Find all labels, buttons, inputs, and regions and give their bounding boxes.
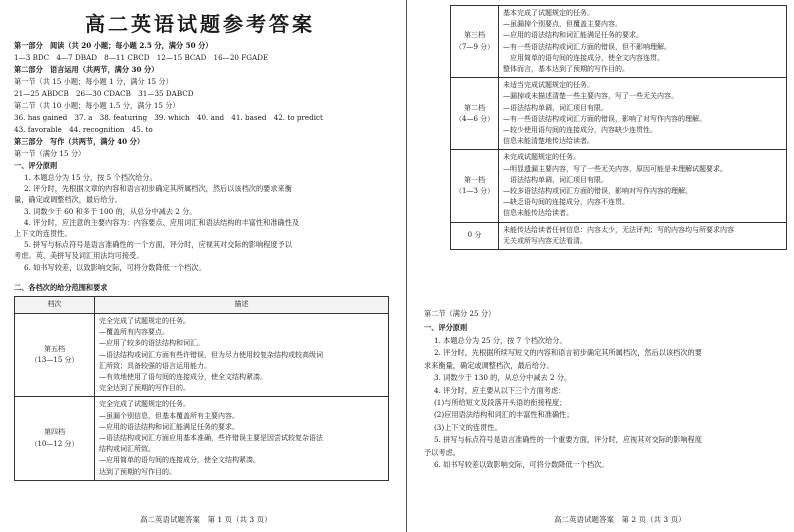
desc-line: —漏掉或未描述清楚一些主要内容，写了一些无关内容。 xyxy=(503,92,678,101)
scoring-principles xyxy=(424,335,784,471)
desc-line: 汇所致；具备较强的语言运用能力。 xyxy=(99,361,211,370)
desc-line: —虽漏个别信息，但基本覆盖所有主要内容。 xyxy=(99,411,239,420)
principle-line: 量，确定或调整档次，最后给分。 xyxy=(14,195,122,205)
table-row xyxy=(451,78,787,150)
desc-line: 完全完成了试题规定的任务。 xyxy=(99,317,190,325)
scoring-principles-heading: 一、评分原则 xyxy=(14,161,58,170)
desc-line: —有一些语法结构或词汇方面的错误，影响了对写作内容的理解。 xyxy=(503,114,706,123)
scoring-principles-heading: 一、评分原则 xyxy=(424,323,468,332)
desc-line: —应用了较多的语法结构和词汇。 xyxy=(99,339,204,348)
column-header-description: 描述 xyxy=(95,297,389,314)
grammar-answers-1: 36. has gained 37. a 38. featuring 39. which 40. and 41. based 42. to predict xyxy=(14,113,323,122)
desc-line: 整体而言，基本达到了预期的写作目的。 xyxy=(503,65,629,74)
band-name: 0 分 xyxy=(467,231,482,240)
band-description xyxy=(95,397,389,480)
band-range: （4—6 分） xyxy=(455,114,495,123)
desc-line: —应用的语法结构和词汇能满足任务的要求。 xyxy=(503,31,643,40)
desc-line: —应用简单的语句间的连接成分，使全文结构紧凑。 xyxy=(99,456,260,465)
grammar-answers-2: 43. favorable 44. recognition 45. to xyxy=(14,125,153,134)
scoring-principles xyxy=(14,172,386,273)
band-level xyxy=(451,222,499,249)
band-name: 第三档 xyxy=(464,31,485,40)
principle-line: (2)应用语法结构和词汇的丰富性和准确性； xyxy=(434,410,574,420)
answer-page-2 xyxy=(404,0,794,532)
band-level xyxy=(451,78,499,150)
band-name: 第一档 xyxy=(464,175,485,184)
section2-heading: 第二节（共 10 小题；每小题 1.5 分，满分 15 分） xyxy=(14,101,180,110)
principle-line: 6. 如书写较差以致影响交际，可将分数降低一个档次。 xyxy=(434,460,609,470)
table-row xyxy=(451,222,787,249)
desc-line: —应用的语法结构和词汇能满足任务的要求。 xyxy=(99,422,239,431)
principle-line: 3. 词数少于 130 的，从总分中减去 2 分。 xyxy=(434,373,572,383)
desc-line: —虽漏掉个别要点，但覆盖主要内容。 xyxy=(503,20,622,29)
band-level xyxy=(451,150,499,222)
part1-heading: 第一部分 阅读（共 20 小题；每小题 2.5 分，满分 50 分） xyxy=(14,41,213,50)
principle-line: 考虑。英、美拼写及词汇用法均可接受。 xyxy=(14,251,144,261)
principle-line: (1)与所给短文及段落开头语的衔接程度； xyxy=(434,398,567,408)
part3-heading: 第三部分 写作（共两节，满分 40 分） xyxy=(14,137,145,146)
principle-line: 1. 本题总分为 25 分，按 7 个档次给分。 xyxy=(434,336,567,345)
table-row xyxy=(15,314,389,397)
desc-line: 达到了预期的写作目的。 xyxy=(99,467,176,476)
band-name: 第四档 xyxy=(44,428,65,437)
principle-line: 4. 评分时，应注意的主要内容为：内容要点、应用词汇和语法结构的丰富性和准确性及 xyxy=(24,217,300,227)
band-name: 第二档 xyxy=(464,103,485,112)
band-description xyxy=(499,6,787,78)
principle-line: 2. 评分时，先根据文章的内容和语言初步确定其所属档次，然后以该档次的要求来衡 xyxy=(24,184,292,194)
principle-line: 上下文的连贯性。 xyxy=(14,229,72,239)
column-header-level: 档次 xyxy=(15,297,95,314)
desc-line: —有一些语法结构或词汇方面的错误，但不影响理解。 xyxy=(503,42,671,51)
band-description xyxy=(95,314,389,397)
desc-line: —覆盖所有内容要点。 xyxy=(99,328,169,337)
desc-line: —语法结构或词汇方面有些许错误，但为尽力使用较复杂结构或较高级词 xyxy=(99,350,323,359)
band-range: （13—15 分） xyxy=(30,356,79,365)
desc-line: 完全完成了试题规定的任务。 xyxy=(99,400,190,409)
desc-line: —缺乏语句间的连接成分，内容不连贯。 xyxy=(503,198,629,207)
page-footer: 高二英语试题答案 第 2 页（共 3 页） xyxy=(554,515,686,524)
desc-line: 结构或词汇所致。 xyxy=(99,445,155,454)
principle-line: 5. 拼写与标点符号是语言准确性的一个重要方面，评分时，应视其对交际的影响程度 xyxy=(434,435,702,445)
desc-line: —明显遗漏主要内容，写了一些无关内容，原因可能是未理解试题要求。 xyxy=(503,164,727,173)
principle-line: (3)上下文的连贯性。 xyxy=(434,422,502,432)
desc-line: —语法结构单调、词汇项目有限。 xyxy=(503,103,608,112)
rubric-table-1 xyxy=(14,296,389,481)
band-description xyxy=(499,78,787,150)
principle-line: 2. 评分时，先根据所续写短文的内容和语言初步确定其所属档次，然后以该档次的要 xyxy=(434,348,702,358)
desc-line: —语法结构或词汇方面应用基本准确，些许错误主要是因尝试较复杂语法 xyxy=(99,434,323,443)
principle-line: 予以考虑。 xyxy=(424,447,460,457)
writing-section2-heading: 第二节（满分 25 分） xyxy=(424,309,496,318)
writing-section1-heading: 第一节（满分 15 分） xyxy=(14,149,86,158)
principle-line: 求来衡量，确定或调整档次，最后给分。 xyxy=(424,360,554,370)
desc-line: 未能传达给读者任何信息：内容太少，无法评判；写的内容均与所要求内容 xyxy=(503,225,734,234)
desc-line: —较多语法结构或词汇方面的错误，影响对写作内容的理解。 xyxy=(503,187,692,196)
desc-line: 无关或所写内容无法看清。 xyxy=(503,236,587,245)
desc-line: 应用简单的语句间的连接成分，使全文内容连贯。 xyxy=(503,53,664,62)
band-range: （7—9 分） xyxy=(455,42,495,51)
principle-line: 1. 本题总分为 15 分，按 5 个档次给分。 xyxy=(24,173,157,182)
principle-line: 5. 拼写与标点符号是语言准确性的一个方面，评分时，应视其对交际的影响程度予以 xyxy=(24,240,292,250)
section1-heading: 第一节（共 15 小题；每小题 1 分，满分 15 分） xyxy=(14,77,173,86)
rubric-table-2 xyxy=(450,5,787,250)
desc-line: 语法结构单调、词汇项目有限。 xyxy=(503,175,608,184)
band-level xyxy=(15,314,95,397)
desc-line: 完全达到了预期的写作目的。 xyxy=(99,384,190,393)
desc-line: 信息未能清楚地传达给读者。 xyxy=(503,137,594,146)
desc-line: 基本完成了试题规定的任务。 xyxy=(503,9,594,17)
page-footer: 高二英语试题答案 第 1 页（共 3 页） xyxy=(140,515,272,524)
part2-heading: 第二部分 语言运用（共两节，满分 30 分） xyxy=(14,65,159,74)
desc-line: —有效地使用了语句间的连接成分，使全文结构紧凑。 xyxy=(99,373,267,382)
desc-line: —较少使用语句间的连接成分，内容缺少连贯性。 xyxy=(503,126,657,135)
table-row xyxy=(15,397,389,480)
band-description xyxy=(499,222,787,249)
principle-line: 3. 词数少于 60 和多于 100 的，从总分中减去 2 分。 xyxy=(24,206,197,216)
cloze-answers: 21—25 ABDCB 26—30 CDACB 31—35 DABCD xyxy=(14,89,194,98)
desc-line: 未适当完成试题规定的任务。 xyxy=(503,81,594,90)
page-title: 高二英语试题参考答案 xyxy=(85,12,315,36)
band-description xyxy=(499,150,787,222)
table-row xyxy=(451,150,787,222)
grading-bands-heading: 二、各档次的给分范围和要求 xyxy=(14,283,108,292)
band-level xyxy=(451,6,499,78)
table-row xyxy=(451,6,787,78)
band-range: （1—3 分） xyxy=(455,187,495,196)
desc-line: 未完成试题规定的任务。 xyxy=(503,153,580,162)
desc-line: 信息未能传达给读者。 xyxy=(503,209,573,218)
band-range: （10—12 分） xyxy=(30,439,79,448)
page-divider xyxy=(406,0,407,532)
principle-line: 6. 如书写较差，以致影响交际，可将分数降低一个档次。 xyxy=(24,262,206,272)
band-level xyxy=(15,397,95,480)
principle-line: 4. 评分时，应主要从以下三个方面考虑： xyxy=(434,385,566,395)
band-name: 第五档 xyxy=(44,345,65,353)
reading-answers: 1—3 BDC 4—7 DBAD 8—11 CBCD 12—15 BCAD 16—20 FGADE xyxy=(14,53,269,62)
table-header-row xyxy=(15,297,389,314)
